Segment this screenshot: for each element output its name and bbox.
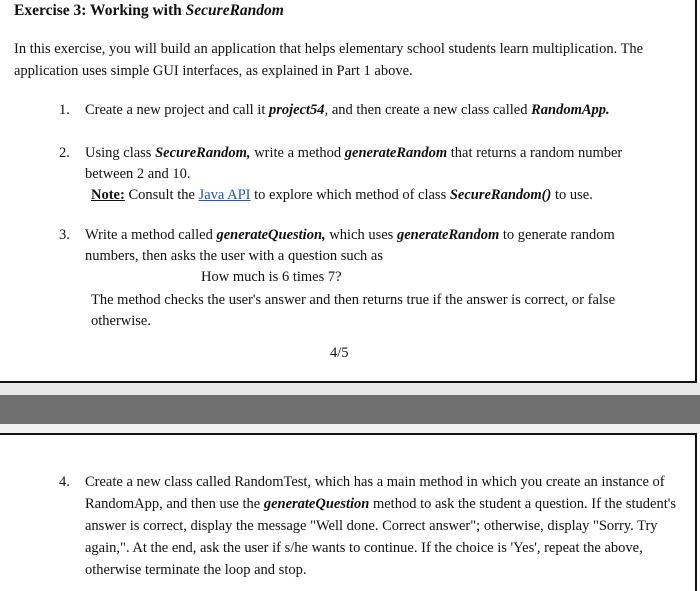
page-separator xyxy=(0,383,700,433)
list-item-number: 2. xyxy=(59,145,70,161)
method-description: The method checks the user's answer and then returns true if the answer is correct, or false otherwise. xyxy=(91,292,616,329)
list-item-4 xyxy=(59,471,683,581)
list-item-1 xyxy=(59,100,669,121)
list-item-text: Using class SecureRandom, write a method generateRandom that returns a random number between 2 and 10. xyxy=(85,145,623,182)
java-api-link[interactable]: Java API xyxy=(198,187,251,203)
list-item-number: 4. xyxy=(59,474,70,490)
note-label: Note: xyxy=(91,187,125,203)
list-item-number: 1. xyxy=(59,102,70,118)
intro-paragraph: In this exercise, you will build an application that helps elementary school students learn multiplication. The application uses simple GUI interfaces, as explained in Part 1 above. xyxy=(14,41,644,79)
list-item-2 xyxy=(59,143,669,206)
exercise-title: Exercise 3: Working with SecureRandom xyxy=(14,2,284,19)
list-item-text: Create a new project and call it project54, and then create a new class called RandomApp. xyxy=(85,102,610,118)
list-item-text: Write a method called generateQuestion, which uses generateRandom to generate random numbers, then asks the user with a question such as xyxy=(85,227,615,264)
document-page-bottom xyxy=(0,433,697,591)
list-item-text: Create a new class called RandomTest, which has a main method in which you create an instance of RandomApp, and then use the generateQuestion method to ask the student a question. If the student's answer is correct, display the message "Well done. Correct answer"; otherwise, display "Sorry. Try again,". At the end, ask the user if s/he wants to continue. If the choice is 'Yes', repeat the above, otherwise terminate the loop and stop. xyxy=(85,474,677,578)
example-question: How much is 6 times 7? xyxy=(201,269,342,285)
api-note: Note: Consult the Java API to explore which method of class SecureRandom() to use. xyxy=(91,187,593,203)
list-item-number: 3. xyxy=(59,227,70,243)
page-number: 4/5 xyxy=(330,345,349,361)
list-item-3 xyxy=(59,225,669,332)
